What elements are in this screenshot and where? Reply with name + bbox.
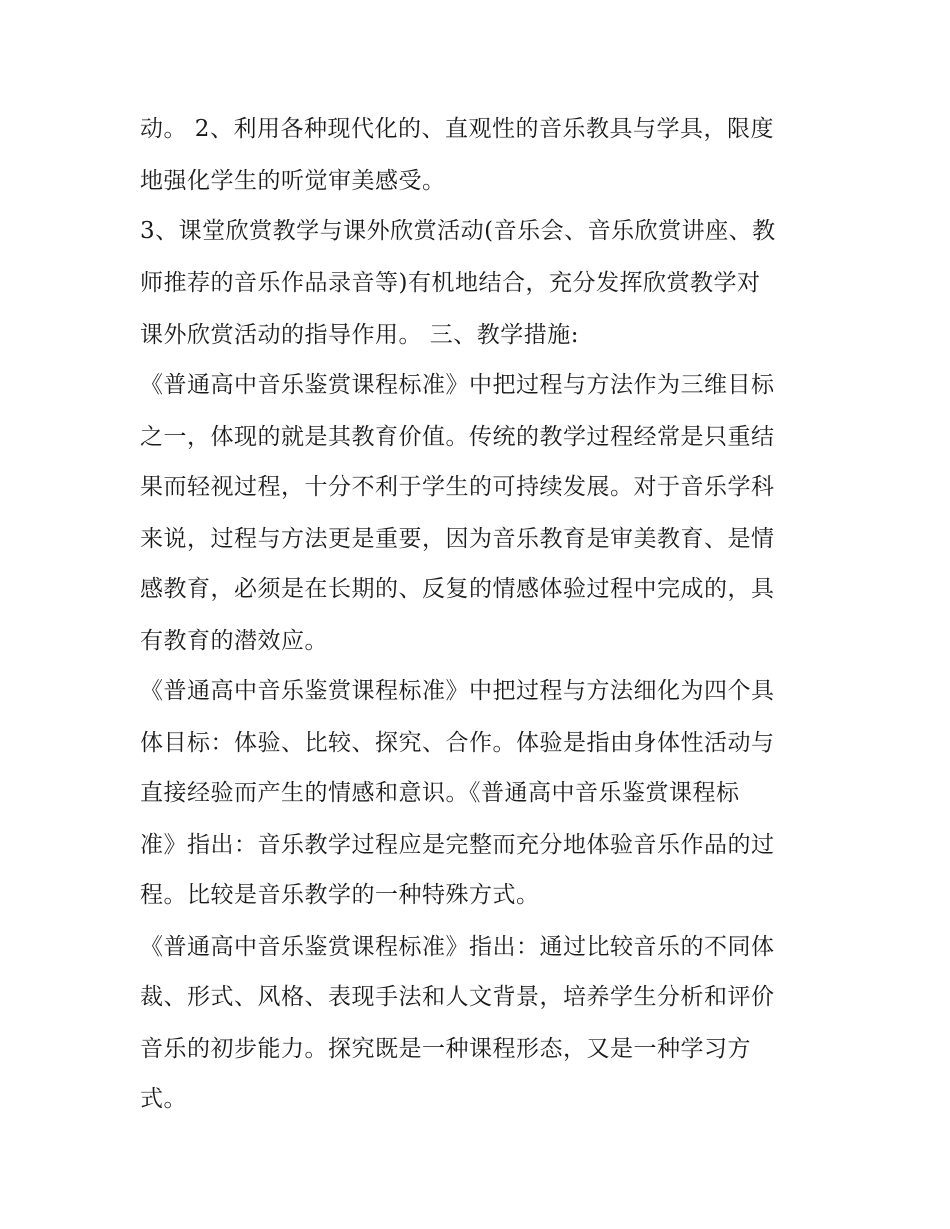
text-line: 程。比较是音乐教学的一种特殊方式。 xyxy=(140,882,540,908)
text-line: 果而轻视过程，十分不利于学生的可持续发展。对于音乐学科 xyxy=(140,474,775,500)
text-line: 3、课堂欣赏教学与课外欣赏活动(音乐会、音乐欣赏讲座、教 xyxy=(140,218,776,244)
text-line: 准》指出：音乐教学过程应是完整而充分地体验音乐作品的过 xyxy=(140,832,775,858)
text-line: 课外欣赏活动的指导作用。 三、教学措施: xyxy=(140,322,580,348)
text-line: 直接经验而产生的情感和意识。《普通高中音乐鉴赏课程标 xyxy=(140,780,740,806)
text-line: 音乐的初步能力。探究既是一种课程形态，又是一种学习方 xyxy=(140,1036,751,1062)
text-line: 式。 xyxy=(140,1086,187,1112)
text-line: 感教育，必须是在长期的、反复的情感体验过程中完成的，具 xyxy=(140,576,775,602)
text-line: 《普通高中音乐鉴赏课程标准》中把过程与方法作为三维目标 xyxy=(140,372,775,398)
text-line: 之一，体现的就是其教育价值。传统的教学过程经常是只重结 xyxy=(140,424,775,450)
text-line: 来说，过程与方法更是重要，因为音乐教育是审美教育、是情 xyxy=(140,526,775,552)
text-line: 体目标：体验、比较、探究、合作。体验是指由身体性活动与 xyxy=(140,730,775,756)
text-line: 地强化学生的听觉审美感受。 xyxy=(140,168,446,194)
text-line: 裁、形式、风格、表现手法和人文背景，培养学生分析和评价 xyxy=(140,984,775,1010)
text-line: 有教育的潜效应。 xyxy=(140,628,328,654)
text-line: 动。 2、利用各种现代化的、直观性的音乐教具与学具，限度 xyxy=(140,116,774,142)
text-line: 《普通高中音乐鉴赏课程标准》指出：通过比较音乐的不同体 xyxy=(140,934,775,960)
text-line: 师推荐的音乐作品录音等)有机地结合，充分发挥欣赏教学对 xyxy=(140,270,761,296)
text-line: 《普通高中音乐鉴赏课程标准》中把过程与方法细化为四个具 xyxy=(140,678,775,704)
